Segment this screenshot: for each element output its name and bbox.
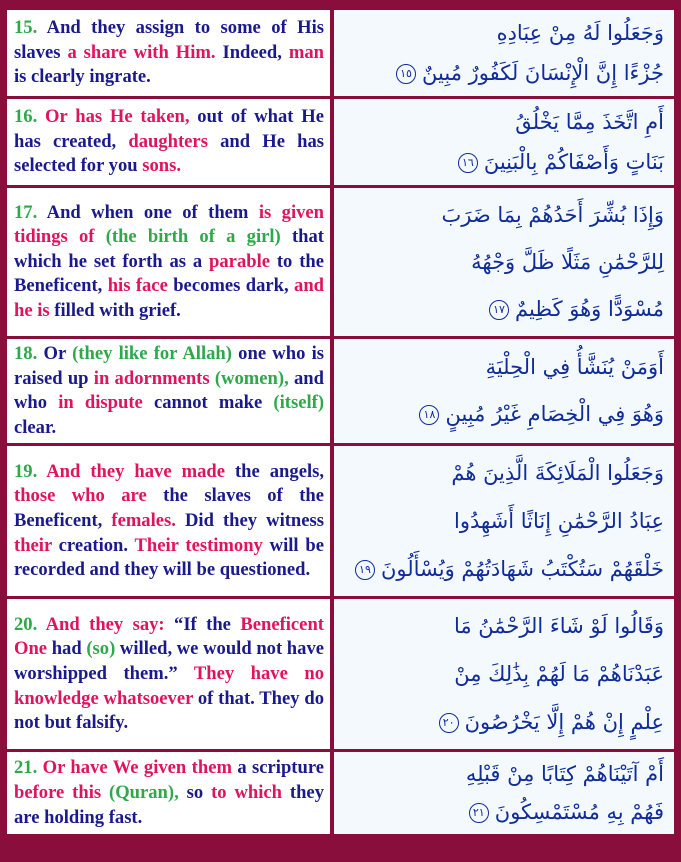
arabic-line-text: أَمْ آتَيْنَاهُمْ كِتَابًا مِنْ قَبْلِهِ [465,762,664,787]
verse-arabic [334,10,674,96]
verse-english [7,599,334,749]
ayah-number-marker: ١٩ [355,560,375,580]
arabic-line-text: مُسْوَدًّا وَهُوَ كَظِيمٌ [515,296,664,321]
verse-text-segment: Beneficent One [14,613,324,660]
verse-text-segment: in adornments [93,367,210,389]
arabic-line [342,142,664,182]
verse-text-segment: clear. [14,416,57,438]
arabic-line-text: فَهُمْ بِهِ مُسْتَمْسِكُونَ [494,800,664,825]
verse-english [7,10,334,96]
verse-text-segment: (the birth of a girl) [94,226,281,248]
arabic-line [342,650,664,698]
verse-text-segment: Their testimony [134,534,263,556]
verse-text-segment: (itself) [273,392,325,414]
verse-text-segment: females. [111,510,176,532]
arabic-line [342,545,664,593]
verse-text-segment: Or [37,343,66,364]
arabic-line [342,192,664,239]
verse-row [7,99,674,185]
verse-text-segment: And when one of them [37,201,259,223]
verse-text-segment: and he is [14,275,324,321]
verse-text-segment: they are holding fast. [14,782,324,828]
verse-text-segment: (Quran), [101,782,179,804]
verse-text-segment: They have no knowledge whatsoever [14,663,324,709]
verse-text-segment: and who [14,367,324,414]
verse-text-segment: those who are [14,485,147,507]
verse-text-segment: becomes dark, [167,275,295,297]
arabic-line-text: أَمِ اتَّخَذَ مِمَّا يَخْلُقُ [515,110,664,134]
verse-number: 16. [14,106,38,128]
verse-english [7,339,334,443]
verse-text-segment: and He has selected for you [14,130,325,177]
verse-text-segment: And they have made [37,460,225,482]
verse-text-segment: Or have We given them [37,757,232,779]
verse-text-segment: his face [107,275,168,297]
verse-text-segment: their [14,534,52,556]
verse-text-segment: the slaves of the Beneficent, [14,485,324,532]
verse-row [7,10,674,96]
verse-text-segment: before this [14,782,102,804]
arabic-line-text: أَوَمَنْ يُنَشَّأُ فِي الْحِلْيَةِ [485,355,664,380]
verse-text-segment: creation. [51,534,135,556]
verse-text-segment: a share with Him. [67,41,216,63]
verse-text-segment: out of what He has created, [14,106,324,152]
verse-arabic [334,99,674,185]
verse-text-segment: And they assign to some of His slaves [14,17,324,63]
arabic-line [342,344,664,391]
verse-table-body [7,10,674,834]
arabic-line-text: جُزْءًا إِنَّ الْإِنْسَانَ لَكَفُورٌ مُبِينٌ [422,61,664,85]
verse-row [7,752,674,834]
arabic-line [342,602,664,650]
arabic-line [342,698,664,746]
arabic-line [342,497,664,545]
verse-text-segment: Did they witness [175,510,324,532]
verse-text-segment: is clearly ingrate. [14,66,151,88]
verse-arabic [334,446,674,596]
verse-number: 17. [14,201,38,223]
verse-text-segment: willed, we would not have worshipped them.” [14,638,324,685]
verse-text-segment: “If the [164,613,241,635]
verse-number: 19. [14,460,38,482]
verse-arabic [334,188,674,336]
ayah-number-marker: ١٨ [419,405,439,425]
verse-text-segment: (they like for Allah) [65,343,232,364]
arabic-line [342,239,664,286]
verse-text-segment: one who is raised up [14,343,324,389]
verse-table [7,7,674,837]
verse-text-segment: cannot make [142,392,274,414]
verse-text-segment: in dispute [58,392,143,414]
arabic-line-text: بَنَاتٍ وَأَصْفَاكُمْ بِالْبَنِينَ [483,150,664,174]
verse-text-segment: that which he set forth as a [14,226,325,272]
arabic-line-text: وَإِذَا بُشِّرَ أَحَدُهُمْ بِمَا ضَرَبَ [441,202,664,227]
verse-text-segment: sons. [142,155,181,177]
verse-text-segment: daughters [128,130,208,152]
verse-text-segment: is given tidings of [14,201,324,248]
verse-text-segment: to the Beneficent, [14,250,324,297]
ayah-number-marker: ٢١ [469,803,489,823]
verse-row [7,339,674,443]
arabic-line-text: خَلْقَهُمْ سَتُكْتَبُ شَهَادَتُهُمْ وَيُسْأَلُونَ [380,557,664,582]
verse-text-segment: of that. They do not but falsify. [14,687,324,734]
ayah-number-marker: ١٥ [396,64,416,84]
verse-number: 18. [14,343,38,364]
verse-text-segment: had [47,638,87,660]
verse-text-segment: Or has He taken, [37,106,190,128]
verse-arabic [334,752,674,834]
arabic-line-text: وَجَعَلُوا لَهُ مِنْ عِبَادِهِ [496,21,664,45]
verse-english [7,188,334,336]
arabic-line [342,13,664,53]
arabic-line [342,755,664,793]
arabic-line-text: لِلرَّحْمَٰنِ مَثَلًا ظَلَّ وَجْهُهُ [471,249,664,274]
arabic-line-text: وَجَعَلُوا الْمَلَائِكَةَ الَّذِينَ هُمْ [451,461,664,486]
verse-text-segment: a scripture [231,757,325,779]
verse-number: 21. [14,757,38,779]
arabic-line [342,102,664,142]
arabic-line-text: عَبَدْنَاهُمْ مَا لَهُمْ بِذَٰلِكَ مِنْ [454,662,664,687]
verse-text-segment: (so) [86,638,116,660]
ayah-number-marker: ١٧ [489,300,509,320]
arabic-line-text: وَقَالُوا لَوْ شَاءَ الرَّحْمَٰنُ مَا [453,614,664,639]
verse-row [7,446,674,596]
arabic-line [342,391,664,438]
arabic-line [342,53,664,93]
verse-text-segment: man [288,41,324,63]
verse-number: 15. [14,17,38,39]
verse-arabic [334,339,674,443]
verse-english [7,99,334,185]
ayah-number-marker: ١٦ [458,153,478,173]
verse-english [7,446,334,596]
arabic-line-text: عِلْمٍ إِنْ هُمْ إِلَّا يَخْرُصُونَ [464,710,664,735]
verse-number: 20. [14,613,38,635]
verse-text-segment: (women), [209,367,289,389]
ayah-number-marker: ٢٠ [439,713,459,733]
verse-text-segment: so [178,782,212,804]
verse-english [7,752,334,834]
verse-row [7,599,674,749]
arabic-line-text: عِبَادُ الرَّحْمَٰنِ إِنَاثًا أَشَهِدُوا [454,509,664,534]
verse-text-segment: the angels, [224,460,325,482]
verse-row [7,188,674,336]
verse-text-segment: Indeed, [215,41,289,63]
verse-text-segment: will be recorded and they will be questioned. [14,534,324,581]
arabic-line [342,793,664,831]
verse-arabic [334,599,674,749]
verse-text-segment: to which [211,782,282,804]
arabic-line [342,286,664,333]
arabic-line-text: وَهُوَ فِي الْخِصَامِ غَيْرُ مُبِينٍ [445,402,664,427]
verse-text-segment: And they say: [37,613,165,635]
verse-text-segment: parable [209,250,270,272]
verse-text-segment: filled with grief. [49,299,181,321]
arabic-line [342,449,664,497]
